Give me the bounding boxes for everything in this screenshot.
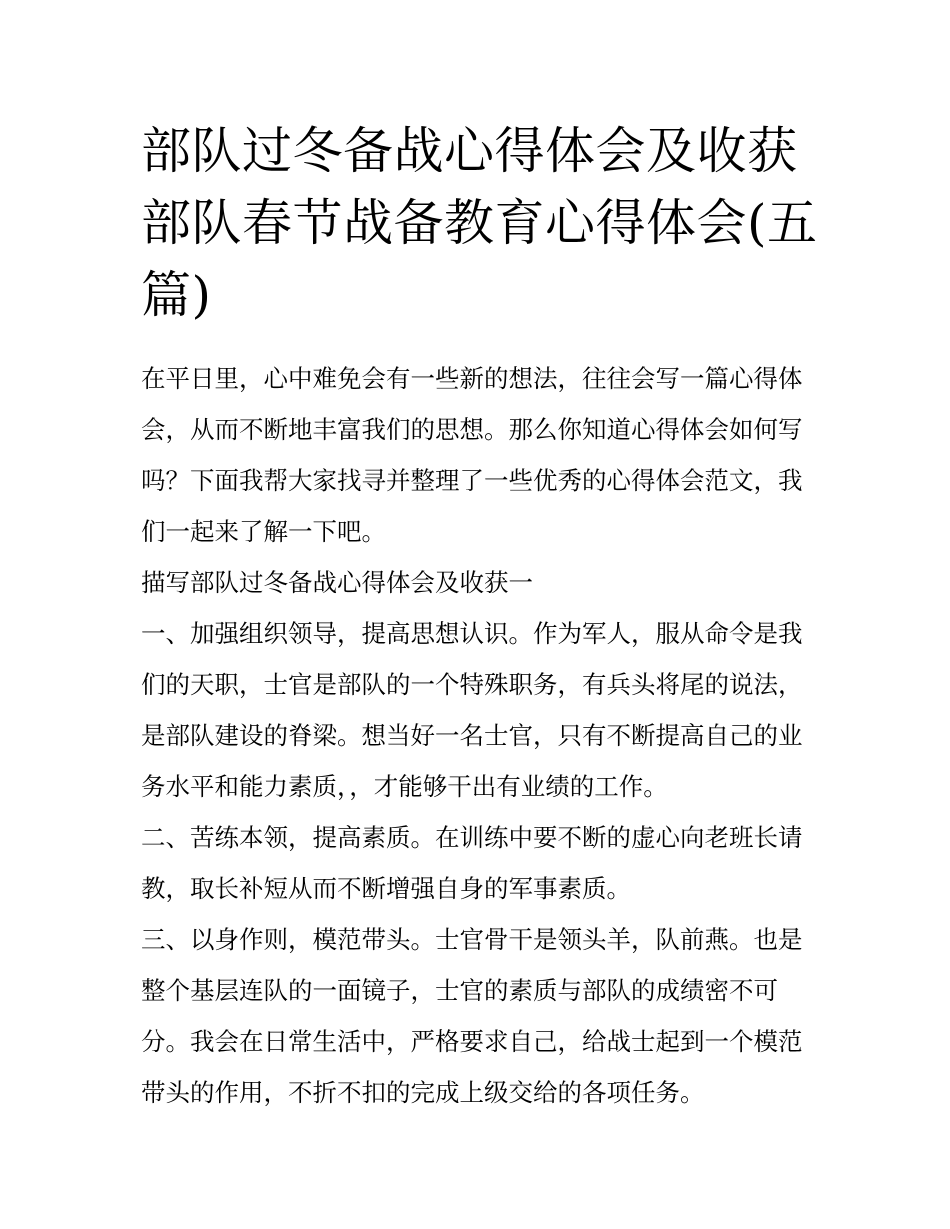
paragraph-point-1: 一、加强组织领导，提高思想认识。作为军人，服从命令是我们的天职，士官是部队的一个特殊职务，有兵头将尾的说法，是部队建设的脊梁。想当好一名士官，只有不断提高自己的业务水平和能力素质，，才能够干出有业绩的工作。 (141, 619, 803, 801)
paragraph-point-2: 二、苦练本领，提高素质。在训练中要不断的虚心向老班长请教，取长补短从而不断增强自身的军事素质。 (141, 823, 803, 903)
document-body (141, 353, 819, 1118)
document-title: 部队过冬备战心得体会及收获部队春节战备教育心得体会(五篇) (141, 122, 818, 324)
paragraph-point-3: 三、以身作则，模范带头。士官骨干是领头羊，队前燕。也是整个基层连队的一面镜子，士官的素质与部队的成绩密不可分。我会在日常生活中，严格要求自己，给战士起到一个模范带头的作用，不折不扣的完成上级交给的各项任务。 (141, 925, 803, 1107)
section-heading: 描写部队过冬备战心得体会及收获一 (141, 568, 533, 597)
paragraph-intro: 在平日里，心中难免会有一些新的想法，往往会写一篇心得体会，从而不断地丰富我们的思想。那么你知道心得体会如何写吗？下面我帮大家找寻并整理了一些优秀的心得体会范文，我们一起来了解一下吧。 (141, 364, 803, 546)
